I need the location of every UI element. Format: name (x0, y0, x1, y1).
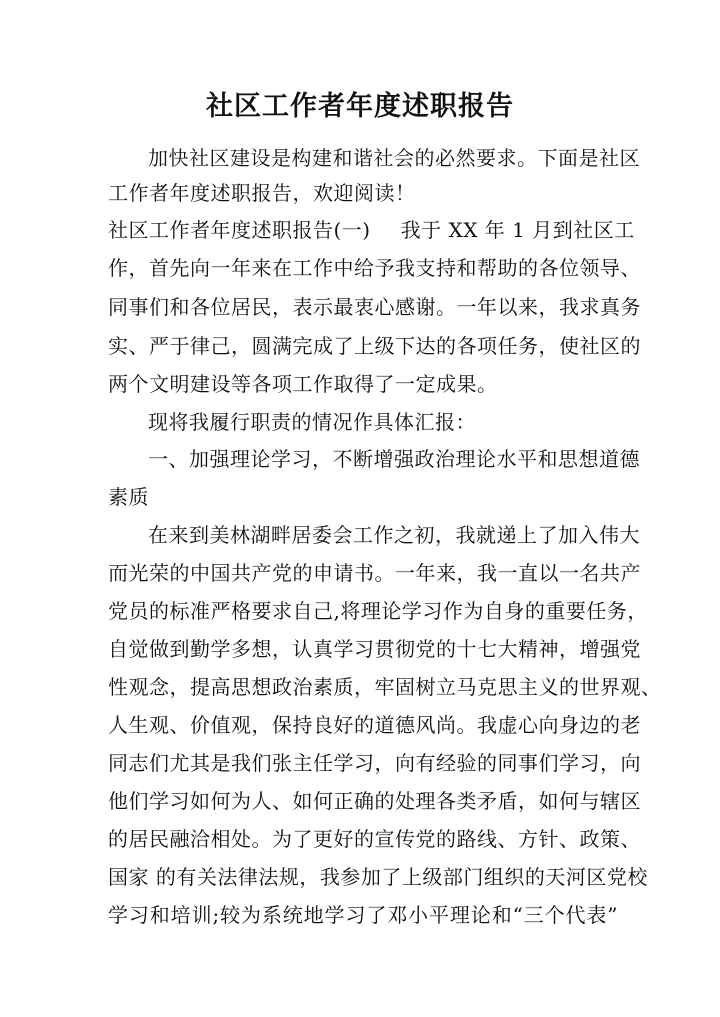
paragraph-3-line-5: 性观念，提高思想政治素质，牢固树立马克思主义的世界观、 (108, 675, 662, 699)
paragraph-3-line-4: 自觉做到勤学多想，认真学习贯彻党的十七大精神，增强党 (108, 637, 641, 661)
paragraph-3-line-2: 而光荣的中国共产党的申请书。一年来，我一直以一名共产 (108, 561, 641, 585)
paragraph-3-line-10: 国家 的有关法律法规，我参加了上级部门组织的天河区党校 (108, 865, 648, 889)
paragraph-1-line-4: 实、严于律己，圆满完成了上级下达的各项任务，使社区的 (108, 334, 641, 358)
intro-line-1: 加快社区建设是构建和谐社会的必然要求。下面是社区 (148, 146, 640, 170)
paragraph-3-line-7: 同志们尤其是我们张主任学习，向有经验的同事们学习，向 (108, 751, 641, 775)
paragraph-3-line-6: 人生观、价值观，保持良好的道德风尚。我虚心向身边的老 (108, 713, 641, 737)
intro-line-2: 工作者年度述职报告，欢迎阅读！ (108, 181, 416, 205)
paragraph-3-line-3: 党员的标准严格要求自己,将理论学习作为自身的重要任务， (108, 599, 648, 623)
paragraph-3-line-9: 的居民融洽相处。为了更好的宣传党的路线、方针、政策、 (108, 827, 641, 851)
document-title: 社区工作者年度述职报告 (206, 91, 514, 122)
heading-1-line-1: 一、加强理论学习，不断增强政治理论水平和思想道德 (148, 447, 640, 471)
paragraph-1-line-5: 两个文明建设等各项工作取得了一定成果。 (108, 372, 498, 396)
report-opening: 我于 XX 年 1 月到社区工 (400, 218, 635, 242)
section-heading-line (108, 218, 635, 242)
paragraph-3-line-1: 在来到美林湖畔居委会工作之初，我就递上了加入伟大 (148, 523, 640, 547)
paragraph-3-line-11: 学习和培训;较为系统地学习了邓小平理论和“三个代表” (108, 903, 618, 927)
paragraph-2-line: 现将我履行职责的情况作具体汇报： (148, 410, 476, 434)
heading-1-line-2: 素质 (108, 485, 149, 509)
paragraph-1-line-2: 作，首先向一年来在工作中给予我支持和帮助的各位领导、 (108, 256, 641, 280)
report-section-title: 社区工作者年度述职报告(一) (108, 218, 371, 242)
paragraph-1-line-3: 同事们和各位居民，表示最衷心感谢。一年以来，我求真务 (108, 295, 641, 319)
paragraph-3-line-8: 他们学习如何为人、如何正确的处理各类矛盾，如何与辖区 (108, 789, 641, 813)
